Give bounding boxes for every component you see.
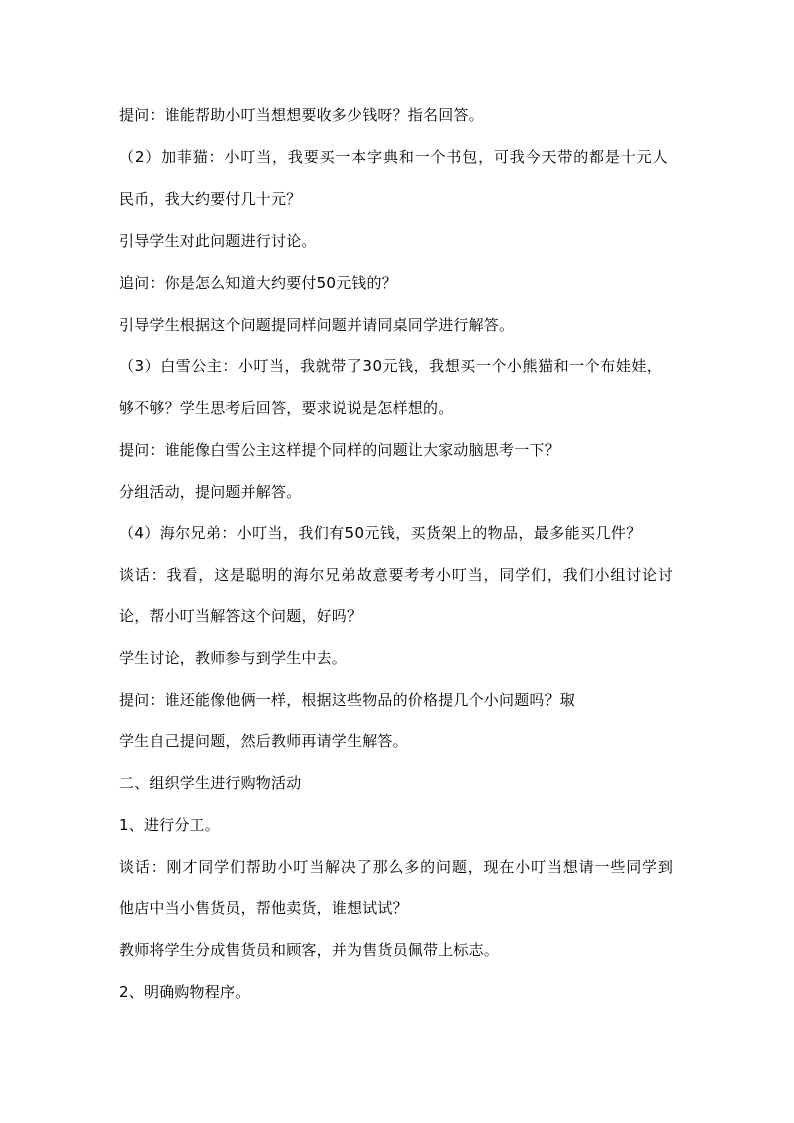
- text-line-9: 提问：谁能像白雪公主这样提个同样的问题让大家动脑思考一下？: [119, 441, 560, 459]
- text-line-5: 追问：你是怎么知道大约要付50元钱的？: [119, 274, 397, 292]
- text-line-4: 引导学生对此问题进行讨论。: [119, 232, 317, 250]
- text-line-10: 分组活动，提问题并解答。: [119, 483, 302, 501]
- text-line-2: （2）加菲猫：小叮当，我要买一本字典和一个书包，可我今天带的都是十元人: [119, 148, 669, 166]
- text-line-14: 学生讨论，教师参与到学生中去。: [119, 649, 348, 667]
- text-line-22: 2、明确购物程序。: [119, 983, 251, 1001]
- text-line-6: 引导学生根据这个问题提同样问题并请同桌同学进行解答。: [119, 316, 515, 334]
- text-line-21: 教师将学生分成售货员和顾客，并为售货员佩带上标志。: [119, 941, 500, 959]
- text-line-18: 1、进行分工。: [119, 816, 220, 834]
- text-line-1: 提问：谁能帮助小叮当想想要收多少钱呀？指名回答。: [119, 106, 484, 124]
- text-line-11: （4）海尔兄弟：小叮当，我们有50元钱，买货架上的物品，最多能买几件？: [119, 524, 642, 542]
- text-line-12: 谈话：我看，这是聪明的海尔兄弟故意要考考小叮当，同学们，我们小组讨论讨: [119, 566, 674, 584]
- text-line-16: 学生自己提问题，然后教师再请学生解答。: [119, 732, 408, 750]
- text-line-7: （3）白雪公主：小叮当，我就带了30元钱，我想买一个小熊猫和一个布娃娃，: [119, 357, 663, 375]
- text-line-19: 谈话：刚才同学们帮助小叮当解决了那么多的问题，现在小叮当想请一些同学到: [119, 858, 674, 876]
- text-line-8: 够不够？学生思考后回答，要求说说是怎样想的。: [119, 399, 454, 417]
- text-line-20: 他店中当小售货员，帮他卖货，谁想试试？: [119, 899, 408, 917]
- text-line-17: 二、组织学生进行购物活动: [119, 774, 302, 792]
- text-line-3: 民币，我大约要付几十元？: [119, 190, 302, 208]
- text-line-15: 提问：谁还能像他俩一样，根据这些物品的价格提几个小问题吗？琡: [119, 691, 576, 709]
- text-line-13: 论，帮小叮当解答这个问题，好吗？: [119, 607, 363, 625]
